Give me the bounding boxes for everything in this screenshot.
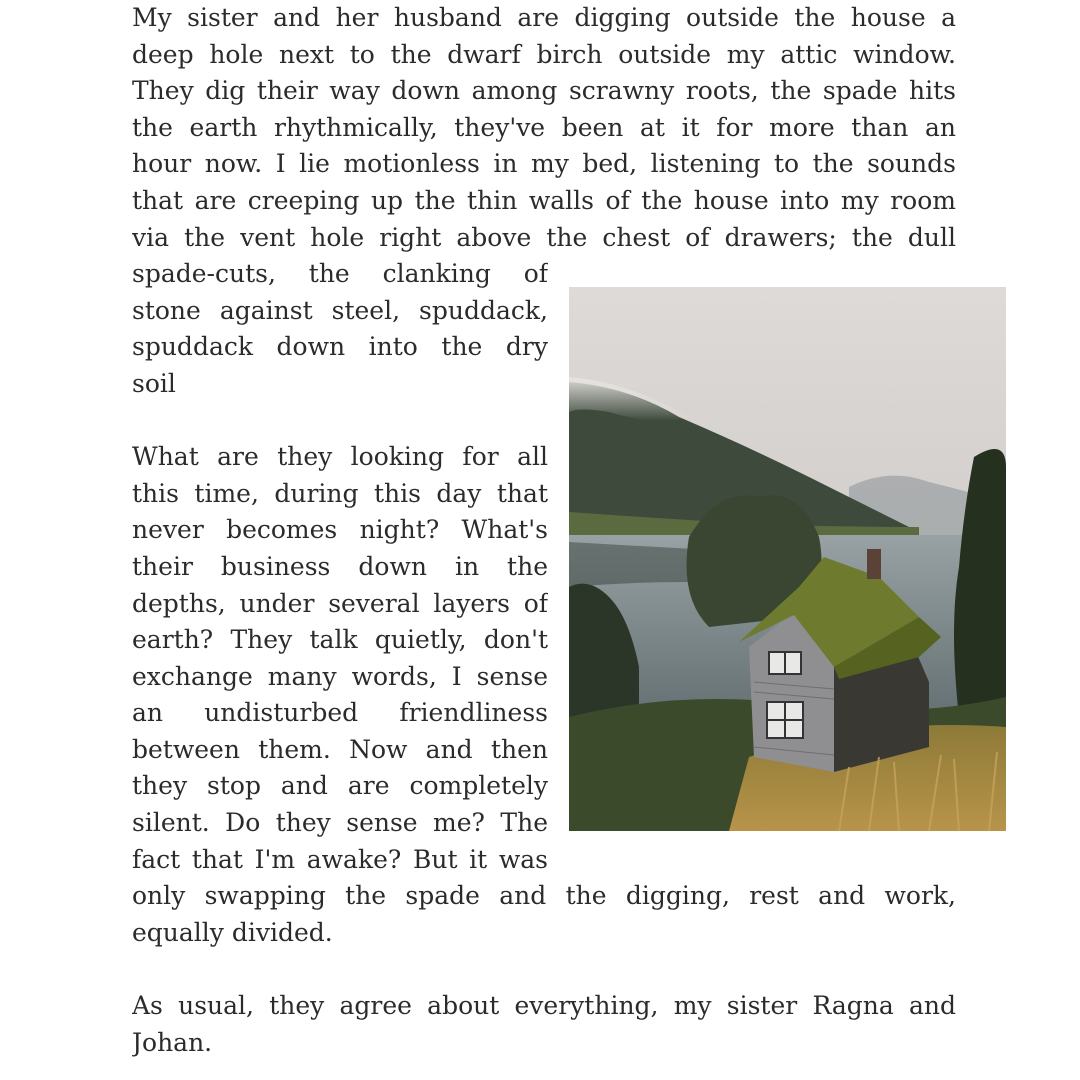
paragraph-1-line-9: stone against steel, spuddack,: [132, 295, 548, 325]
paragraph-3-line-1: As usual, they agree about everything, my sister Ragna and: [132, 991, 956, 1021]
paragraph-2-line-11: silent. Do they sense me? The: [132, 808, 548, 838]
paragraph-2-line-7: exchange many words, I sense: [132, 661, 548, 691]
paragraph-2-line-3: never becomes night? What's: [132, 515, 548, 545]
paragraph-1-line-2: deep hole next to the dwarf birch outside my attic window.: [132, 39, 956, 69]
paragraph-1-line-7: via the vent hole right above the chest of drawers; the dull: [132, 222, 956, 252]
paragraph-1-line-10: spuddack down into the dry: [132, 332, 548, 362]
paragraph-2-line-10: they stop and are completely: [132, 771, 548, 801]
paragraph-2-line-5: depths, under several layers of: [132, 588, 548, 618]
paragraph-1-line-5: hour now. I lie motionless in my bed, listening to the sounds: [132, 149, 956, 179]
paragraph-2-line-9: between them. Now and then: [132, 734, 548, 764]
paragraph-spacer: [132, 951, 956, 988]
paragraph-2-line-2: this time, during this day that: [132, 478, 548, 508]
paragraph-2-line-4: their business down in the: [132, 551, 548, 581]
paragraph-1-line-8: spade-cuts, the clanking of: [132, 259, 548, 289]
fjord-house-photo: [569, 287, 1006, 831]
paragraph-1-line-1: My sister and her husband are digging outside the house a: [132, 3, 956, 32]
paragraph-1-line-6: that are creeping up the thin walls of the house into my room: [132, 185, 956, 215]
chimney: [867, 549, 881, 579]
paragraph-2-line-12: fact that I'm awake? But it was: [132, 844, 548, 874]
paragraph-2-line-1: What are they looking for all: [132, 442, 548, 472]
paragraph-3-line-2: Johan.: [132, 1027, 213, 1057]
paragraph-2-line-14: equally divided.: [132, 917, 333, 947]
photo-illustration: [569, 287, 1006, 831]
paragraph-2-line-6: earth? They talk quietly, don't: [132, 625, 548, 655]
paragraph-1-line-11: soil: [132, 368, 176, 398]
paragraph-1-line-3: They dig their way down among scrawny roots, the spade hits: [132, 76, 956, 106]
paragraph-1-line-4: the earth rhythmically, they've been at it for more than an: [132, 112, 956, 142]
paragraph-2-line-8: an undisturbed friendliness: [132, 698, 548, 728]
paragraph-2-line-13: only swapping the spade and the digging, rest and work,: [132, 881, 956, 911]
